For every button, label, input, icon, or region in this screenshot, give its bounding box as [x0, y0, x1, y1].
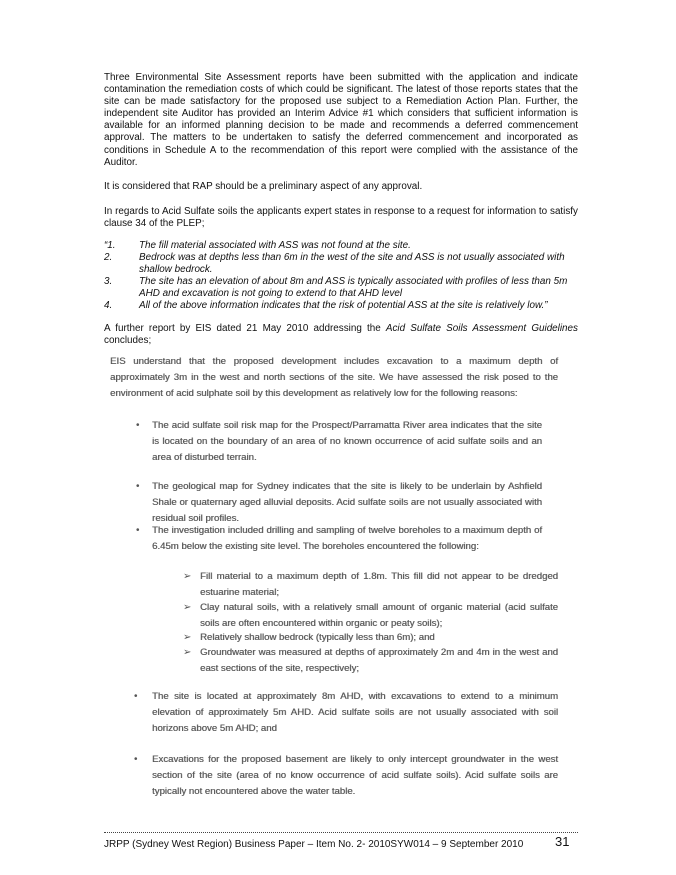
quote-sub-item: Groundwater was measured at depths of approximately 2m and 4m in the west and east sections of the site, respectively;	[200, 647, 558, 674]
list-item	[104, 240, 578, 252]
guidelines-title: Acid Sulfate Soils Assessment Guidelines	[385, 323, 578, 334]
paragraph-eis-report	[104, 323, 578, 347]
arrow-bullet-icon: ➢	[183, 632, 192, 643]
bullet-icon: •	[134, 691, 138, 702]
list-item	[104, 300, 578, 312]
list-item	[104, 276, 578, 300]
bullet-icon: •	[136, 420, 140, 431]
arrow-bullet-icon: ➢	[183, 602, 192, 613]
footer-text: JRPP (Sydney West Region) Business Paper – Item No. 2- 2010SYW014 – 9 September 2010	[104, 839, 524, 850]
list-number: “1.	[104, 240, 116, 251]
list-number: 4.	[104, 300, 113, 312]
paragraph-acid-sulfate: In regards to Acid Sulfate soils the applicants expert states in response to a request for information to satisfy clause 34 of the PLEP;	[104, 206, 578, 230]
quote-bullet: The site is located at approximately 8m AHD, with excavations to extend to a minimum elevation of approximately 5m AHD. Acid sulfate soils are not usually associated with soil horizons above 5m AHD; and	[152, 691, 558, 734]
quote-sub-item: Clay natural soils, with a relatively small amount of organic material (acid sulfate soils are often encountered within organic or peaty soils);	[200, 602, 558, 629]
bullet-icon: •	[134, 754, 138, 765]
page-number: 31	[555, 834, 570, 849]
list-number: 3.	[104, 276, 113, 288]
arrow-bullet-icon: ➢	[183, 571, 192, 582]
quote-sub-item: Relatively shallow bedrock (typically less than 6m); and	[200, 632, 435, 643]
quote-bullet: Excavations for the proposed basement are likely to only intercept groundwater in the west section of the site (area of no know occurrence of acid sulfate soils). Acid sulfate soils are typically not encountered above the water table.	[152, 754, 558, 797]
bullet-icon: •	[136, 481, 140, 492]
list-text: The fill material associated with ASS was not found at the site.	[139, 240, 411, 251]
numbered-list	[104, 240, 578, 313]
bullet-icon: •	[136, 525, 140, 536]
quote-bullet: The acid sulfate soil risk map for the Prospect/Parramatta River area indicates that the site is located on the boundary of an area of no known occurrence of acid sulfate soils and an area of disturbed terrain.	[152, 420, 542, 463]
paragraph-rap: It is considered that RAP should be a preliminary aspect of any approval.	[104, 181, 423, 192]
list-text: Bedrock was at depths less than 6m in the west of the site and ASS is not usually associated with shallow bedrock.	[139, 252, 565, 276]
quote-bullet: The investigation included drilling and sampling of twelve boreholes to a maximum depth of 6.45m below the existing site level. The boreholes encountered the following:	[152, 525, 542, 552]
list-item	[104, 252, 578, 276]
quote-sub-item: Fill material to a maximum depth of 1.8m. This fill did not appear to be dredged estuarine material;	[200, 571, 558, 598]
list-number: 2.	[104, 252, 113, 264]
footer-divider	[104, 832, 578, 833]
arrow-bullet-icon: ➢	[183, 647, 192, 658]
list-text: All of the above information indicates that the risk of potential ASS at the site is relatively low.”	[139, 300, 548, 312]
paragraph-text: A further report by EIS dated 21 May 2010 addressing the	[104, 323, 386, 334]
list-text: The site has an elevation of about 8m and ASS is typically associated with profiles of less than 5m AHD and excavation is not going to extend to that AHD level	[139, 276, 568, 300]
quote-bullet: The geological map for Sydney indicates that the site is likely to be underlain by Ashfield Shale or quaternary aged alluvial deposits. Acid sulfate soils are not usually associated with residual soil profiles.	[152, 481, 542, 524]
quote-intro: EIS understand that the proposed development includes excavation to a maximum depth of approximately 3m in the west and north sections of the site. We have assessed the risk posed to the environment of acid sulphate soil by this development as relatively low for the following reasons:	[110, 356, 558, 399]
paragraph-esa-reports: Three Environmental Site Assessment reports have been submitted with the application and indicate contamination the remediation costs of which could be significant. The latest of those reports states that the site can be made satisfactory for the proposed use subject to a Remediation Action Plan. Further, the independent site Auditor has provided an Interim Advice #1 which considers that sufficient information is available for an informed planning decision to be made and recommends a deferred commencement approval. The matters to be undertaken to satisfy the deferred commencement and incorporated as conditions in Schedule A to the recommendation of this report were complied with the assistance of the Auditor.	[104, 72, 578, 168]
paragraph-text: concludes;	[104, 335, 152, 347]
